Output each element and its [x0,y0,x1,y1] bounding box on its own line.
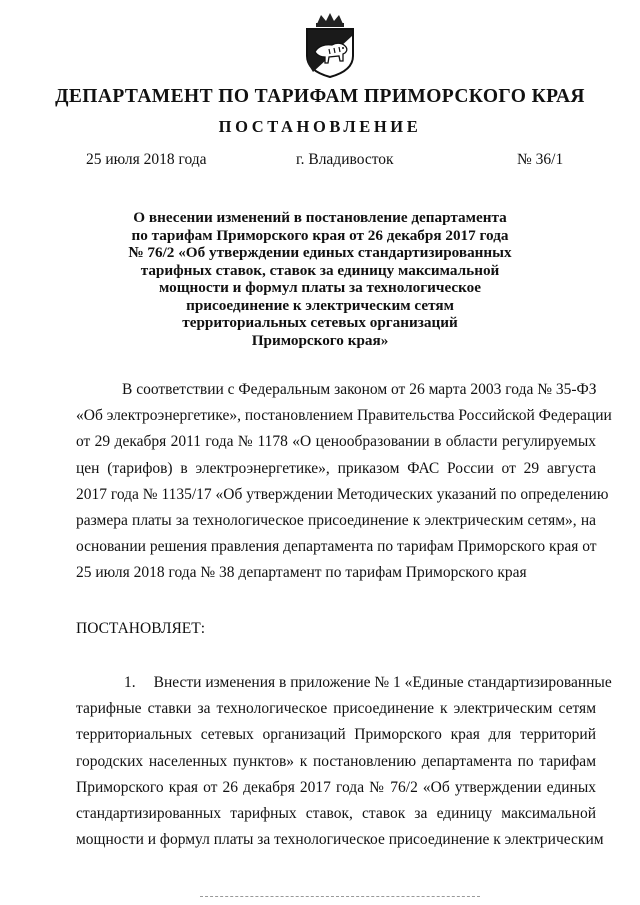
item-number: 1. [124,674,136,691]
scan-artifact-divider [200,896,480,900]
paragraph-line: «Об электроэнергетике», постановлением Правительства Российской Федерации [76,407,612,425]
title-line: присоединение к электрическим сетям [186,296,454,314]
title-line: № 76/2 «Об утверждении единых стандартизированных [128,244,512,261]
item-1-first-line: Внести изменения в приложение № 1 «Единые стандартизированные [153,674,612,691]
paragraph-line [76,670,612,696]
title-line: О внесении изменений в постановление департамента [133,209,507,226]
paragraph-line: 25 июля 2018 года № 38 департамент по тарифам Приморского края [76,564,527,582]
department-heading: ДЕПАРТАМЕНТ ПО ТАРИФАМ ПРИМОРСКОГО КРАЯ [55,86,585,107]
document-number: № 36/1 [517,151,564,168]
item-1-paragraph [76,670,612,853]
paragraph-line: тарифные ставки за технологическое присоединение к электрическим сетям [76,700,596,718]
resolution-title [110,209,530,349]
paragraph-line: мощности и формул платы за технологическое присоединение к электрическим [76,831,604,849]
coat-of-arms-emblem [299,12,361,78]
title-line: тарифных ставок, ставок за единицу максимальной [140,261,500,279]
title-line: мощности и формул платы за технологическое [159,279,481,296]
paragraph-line: Приморского края от 26 декабря 2017 года № 76/2 «Об утверждении единых [76,778,596,796]
paragraph-line: В соответствии с Федеральным законом от 26 марта 2003 года № 35-ФЗ [122,381,597,398]
title-line: территориальных сетевых организаций [182,314,458,331]
paragraph-line: 2017 года № 1135/17 «Об утверждении Методических указаний по определению [76,485,609,503]
paragraph-line: территориальных сетевых организаций Приморского края для территорий [76,726,596,744]
paragraph-line: размера платы за технологическое присоединение к электрическим сетям», на [76,512,596,530]
document-city: г. Владивосток [296,151,394,168]
title-line: Приморского края» [251,331,389,349]
paragraph-line: основании решения правления департамента по тарифам Приморского края от [76,538,597,556]
document-date: 25 июля 2018 года [86,151,207,168]
document-type-heading: ПОСТАНОВЛЕНИЕ [218,117,422,136]
resolves-heading: ПОСТАНОВЛЯЕТ: [76,620,206,637]
preamble-paragraph [76,377,612,587]
paragraph-line: от 29 декабря 2011 года № 1178 «О ценообразовании в области регулируемых [76,433,596,451]
paragraph-line: стандартизированных тарифных ставок, ставок за единицу максимальной [76,805,596,823]
paragraph-line: цен (тарифов) в электроэнергетике», приказом ФАС России от 29 августа [76,459,596,477]
paragraph-line: городских населенных пунктов» к постановлению департамента по тарифам [76,752,596,770]
title-line: по тарифам Приморского края от 26 декабря 2017 года [131,226,509,244]
